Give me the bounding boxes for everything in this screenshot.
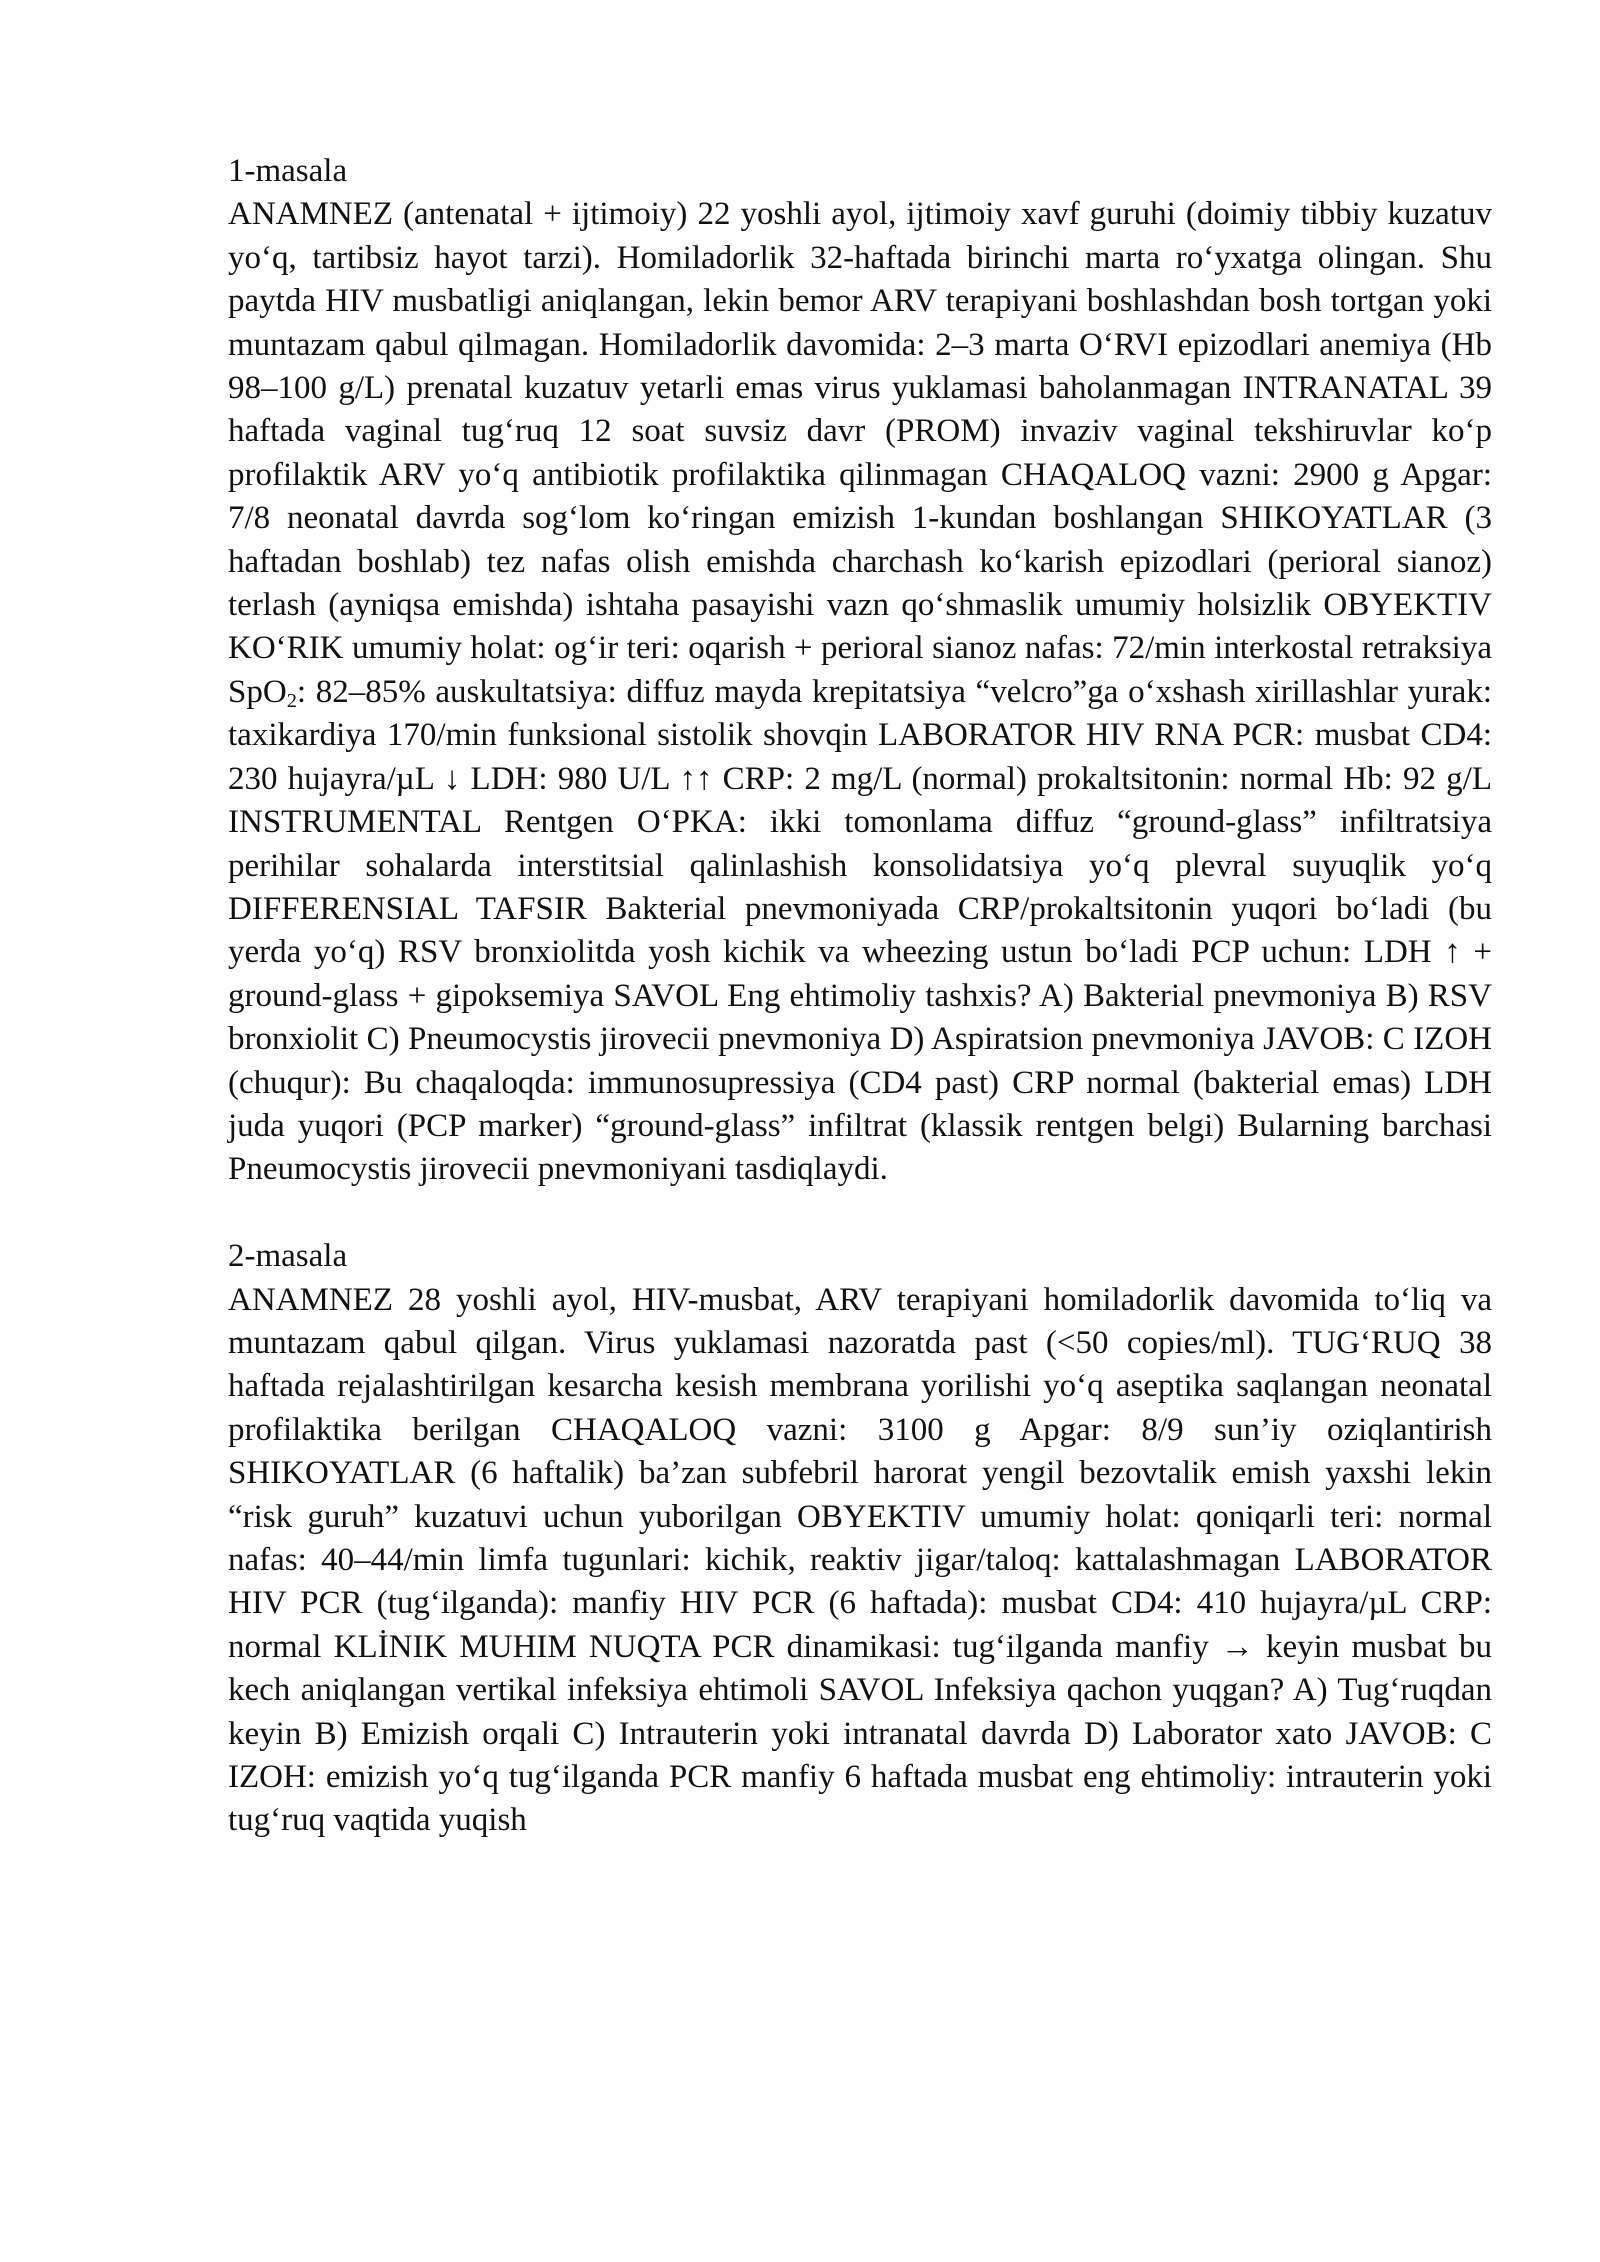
- subscript-2: 2: [286, 689, 297, 712]
- section-gap: [228, 1192, 1492, 1235]
- problem-2: [228, 1235, 1492, 1843]
- problem-2-body: ANAMNEZ 28 yoshli ayol, HIV-musbat, ARV terapiyani homiladorlik davomida to‘liq va muntazam qabul qilgan. Virus yuklamasi nazoratda past (<50 copies/ml). TUG‘RUQ 38 haftada rejalashtirilgan kesarcha kesish membrana yorilishi yo‘q aseptika saqlangan neonatal profilaktika berilgan CHAQALOQ vazni: 3100 g Apgar: 8/9 sun’iy oziqlantirish SHIKOYATLAR (6 haftalik) ba’zan subfebril harorat yengil bezovtalik emish yaxshi lekin “risk guruh” kuzatuvi uchun yuborilgan OBYEKTIV umumiy holat: qoniqarli teri: normal nafas: 40–44/min limfa tugunlari: kichik, reaktiv jigar/taloq: kattalashmagan LABORATOR HIV PCR (tug‘ilganda): manfiy HIV PCR (6 haftada): musbat CD4: 410 hujayra/µL CRP: normal KLİNIK MUHIM NUQTA PCR dinamikasi: tug‘ilganda manfiy → keyin musbat bu kech aniqlangan vertikal infeksiya ehtimoli SAVOL Infeksiya qachon yuqgan? A) Tug‘ruqdan keyin B) Emizish orqali C) Intrauterin yoki intranatal davrda D) Laborator xato JAVOB: C IZOH: emizish yo‘q tug‘ilganda PCR manfiy 6 haftada musbat eng ehtimoliy: intrauterin yoki tug‘ruq vaqtida yuqish: [228, 1281, 1492, 1839]
- problem-1-body: [228, 193, 1492, 1191]
- problem-2-title: 2-masala: [228, 1238, 348, 1275]
- problem-1-body-part1: ANAMNEZ (antenatal + ijtimoiy) 22 yoshli ayol, ijtimoiy xavf guruhi (doimiy tibbiy kuzatuv yo‘q, tartibsiz hayot tarzi). Homiladorlik 32-haftada birinchi marta ro‘yxatga olingan. Shu paytda HIV musbatligi aniqlangan, lekin bemor ARV terapiyani boshlashdan bosh tortgan yoki muntazam qabul qilmagan. Homiladorlik davomida: 2–3 marta O‘RVI epizodlari anemiya (Hb 98–100 g/L) prenatal kuzatuv yetarli emas virus yuklamasi baholanmagan INTRANATAL 39 haftada vaginal tug‘ruq 12 soat suvsiz davr (PROM) invaziv vaginal tekshiruvlar ko‘p profilaktik ARV yo‘q antibiotik profilaktika qilinmagan CHAQALOQ vazni: 2900 g Apgar: 7/8 neonatal davrda sog‘lom ko‘ringan emizish 1-kundan boshlangan SHIKOYATLAR (3 haftadan boshlab) tez nafas olish emishda charchash ko‘karish epizodlari (perioral sianoz) terlash (ayniqsa emishda) ishtaha pasayishi vazn qo‘shmaslik umumiy holsizlik OBYEKTIV KO‘RIK umumiy holat: og‘ir teri: oqarish + perioral sianoz nafas: 72/min interkostal retraksiya SpO: [228, 196, 1492, 710]
- problem-1: [228, 150, 1492, 1192]
- problem-1-title: 1-masala: [228, 153, 348, 189]
- document-page: [228, 150, 1492, 1843]
- problem-1-body-part2: : 82–85% auskultatsiya: diffuz mayda krepitatsiya “velcro”ga o‘xshash xirillashlar yurak: taxikardiya 170/min funksional sistolik shovqin LABORATOR HIV RNA PCR: musbat CD4: 230 hujayra/µL ↓ LDH: 980 U/L ↑↑ CRP: 2 mg/L (normal) prokaltsitonin: normal Hb: 92 g/L INSTRUMENTAL Rentgen O‘PKA: ikki tomonlama diffuz “ground-glass” infiltratsiya perihilar sohalarda interstitsial qalinlashish konsolidatsiya yo‘q plevral suyuqlik yo‘q DIFFERENSIAL TAFSIR Bakterial pnevmoniyada CRP/prokaltsitonin yuqori bo‘ladi (bu yerda yo‘q) RSV bronxiolitda yosh kichik va wheezing ustun bo‘ladi PCP uchun: LDH ↑ + ground-glass + gipoksemiya SAVOL Eng ehtimoliy tashxis? A) Bakterial pnevmoniya B) RSV bronxiolit C) Pneumocystis jirovecii pnevmoniya D) Aspiratsion pnevmoniya JAVOB: C IZOH (chuqur): Bu chaqaloqda: immunosupressiya (CD4 past) CRP normal (bakterial emas) LDH juda yuqori (PCP marker) “ground-glass” infiltrat (klassik rentgen belgi) Bularning barchasi Pneumocystis jirovecii pnevmoniyani tasdiqlaydi.: [228, 673, 1492, 1188]
